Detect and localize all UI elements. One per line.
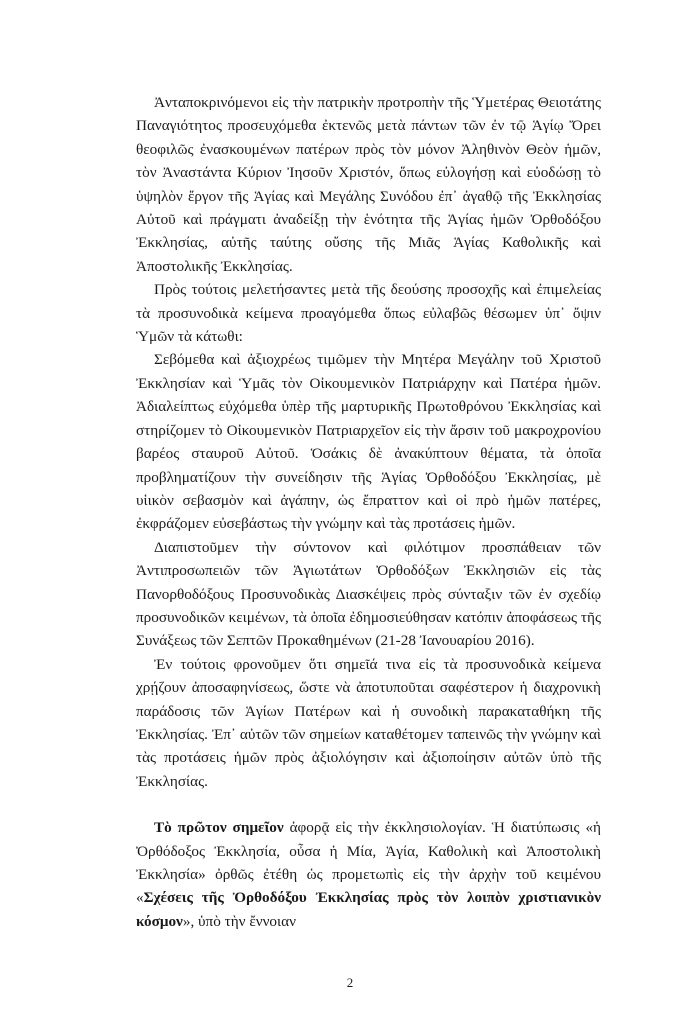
page-number: 2 — [346, 975, 354, 990]
document-title-reference: Σχέσεις τῆς Ὀρθοδόξου Ἐκκλησίας πρὸς τὸν λοιπὸν χριστιανικὸν κόσμον — [136, 889, 601, 930]
paragraph-2: Πρὸς τούτοις μελετήσαντες μετὰ τῆς δεούσης προσοχῆς καὶ ἐπιμελείας τὰ προσυνοδικὰ κείμενα προαγόμεθα ὅπως εὐλαβῶς θέσωμεν ὑπ᾽ ὄψιν Ὑμῶν τὰ κάτωθι: — [136, 281, 601, 346]
paragraph-4: Διαπιστοῦμεν τὴν σύντονον καὶ φιλότιμον προσπάθειαν τῶν Ἀντιπροσωπειῶν τῶν Ἁγιωτάτων Ὀρθοδόξων Ἐκκλησιῶν εἰς τὰς Πανορθοδόξους Προσυνοδικὰς Διασκέψεις πρὸς σύνταξιν τῶν ἐν σχεδίῳ προσυνοδικῶν κειμένων, τὰ ὁποῖα ἐδημοσιεύθησαν κατόπιν ἀποφάσεως τῆς Συνάξεως τῶν Σεπτῶν Προκαθημένων (21-28 Ἰανουαρίου 2016). — [136, 538, 601, 650]
paragraph-6-text-2: », ὑπὸ τὴν ἔννοιαν — [182, 912, 296, 930]
paragraph-6 — [136, 816, 601, 933]
body-text — [136, 91, 601, 933]
paragraph-3: Σεβόμεθα καὶ ἀξιοχρέως τιμῶμεν τὴν Μητέρα Μεγάλην τοῦ Χριστοῦ Ἐκκλησίαν καὶ Ὑμᾶς τὸν Οἰκουμενικὸν Πατριάρχην καὶ Πατέρα ἡμῶν. Ἀδιαλείπτως εὐχόμεθα ὑπὲρ τῆς μαρτυρικῆς Πρωτοθρόνου Ἐκκλησίας καὶ στηρίζομεν τὸ Οἰκουμενικὸν Πατριαρχεῖον εἰς τὴν ἄρσιν τοῦ μακροχρονίου βαρέος σταυροῦ Αὐτοῦ. Ὁσάκις δὲ ἀνακύπτουν θέματα, τὰ ὁποῖα προβληματίζουν τὴν συνείδησιν τῆς Ἁγίας Ὀρθοδόξου Ἐκκλησίας, μὲ υἱικὸν σεβασμὸν καὶ ἀγάπην, ὡς ἔπραττον καὶ οἱ πρὸ ἡμῶν πατέρες, ἐκφράζομεν εὐσεβάστως τὴν γνώμην καὶ τὰς προτάσεις ἡμῶν. — [136, 351, 601, 533]
paragraph-5: Ἐν τούτοις φρονοῦμεν ὅτι σημεῖά τινα εἰς τὰ προσυνοδικὰ κείμενα χρῄζουν ἀποσαφηνίσεως, ὥστε νὰ ἀποτυποῦται σαφέστερον ἡ διαχρονικὴ παράδοσις τῶν Ἁγίων Πατέρων καὶ ἡ συνοδικὴ παρακαταθήκη τῆς Ἐκκλησίας. Ἐπ᾽ αὐτῶν τῶν σημείων καταθέτομεν ταπεινῶς τὴν γνώμην καὶ τὰς προτάσεις ἡμῶν πρὸς ἀξιολόγησιν καὶ ἀξιοποίησιν αὐτῶν ὑπὸ τῆς Ἐκκλησίας. — [136, 655, 601, 790]
paragraph-1: Ἀνταποκρινόμενοι εἰς τὴν πατρικὴν προτροπὴν τῆς Ὑμετέρας Θειοτάτης Παναγιότητος προσευχόμεθα ἐκτενῶς μετὰ πάντων τῶν ἐν τῷ Ἁγίῳ Ὄρει θεοφιλῶς ἐνασκουμένων πατέρων πρὸς τὸν μόνον Ἀληθινὸν Θεὸν ἡμῶν, τὸν Ἀναστάντα Κύριον Ἰησοῦν Χριστόν, ὅπως εὐλογήσῃ καὶ εὐοδώσῃ τὸ ὑψηλὸν ἔργον τῆς Ἁγίας καὶ Μεγάλης Συνόδου ἐπ᾽ ἀγαθῷ τῆς Ἐκκλησίας Αὐτοῦ καὶ πράγματι ἀναδείξῃ τὴν ἑνότητα τῆς Ἁγίας ἡμῶν Ὀρθοδόξου Ἐκκλησίας, αὐτῆς ταύτης οὔσης τῆς Μιᾶς Ἁγίας Καθολικῆς καὶ Ἀποστολικῆς Ἐκκλησίας. — [136, 94, 601, 275]
paragraph-6-text-1: ἀφορᾷ εἰς τὴν ἐκκλησιολογίαν. Ἡ διατύπωσις «ἡ Ὀρθόδοξος Ἐκκλησία, οὖσα ἡ Μία, Ἁγία, Καθολικὴ καὶ Ἀποστολικὴ Ἐκκλησία» ὀρθῶς ἐτέθη ὡς προμετωπὶς εἰς τὴν ἀρχὴν τοῦ κειμένου « — [136, 819, 601, 907]
first-point-heading: Τὸ πρῶτον σημεῖον — [154, 819, 284, 837]
